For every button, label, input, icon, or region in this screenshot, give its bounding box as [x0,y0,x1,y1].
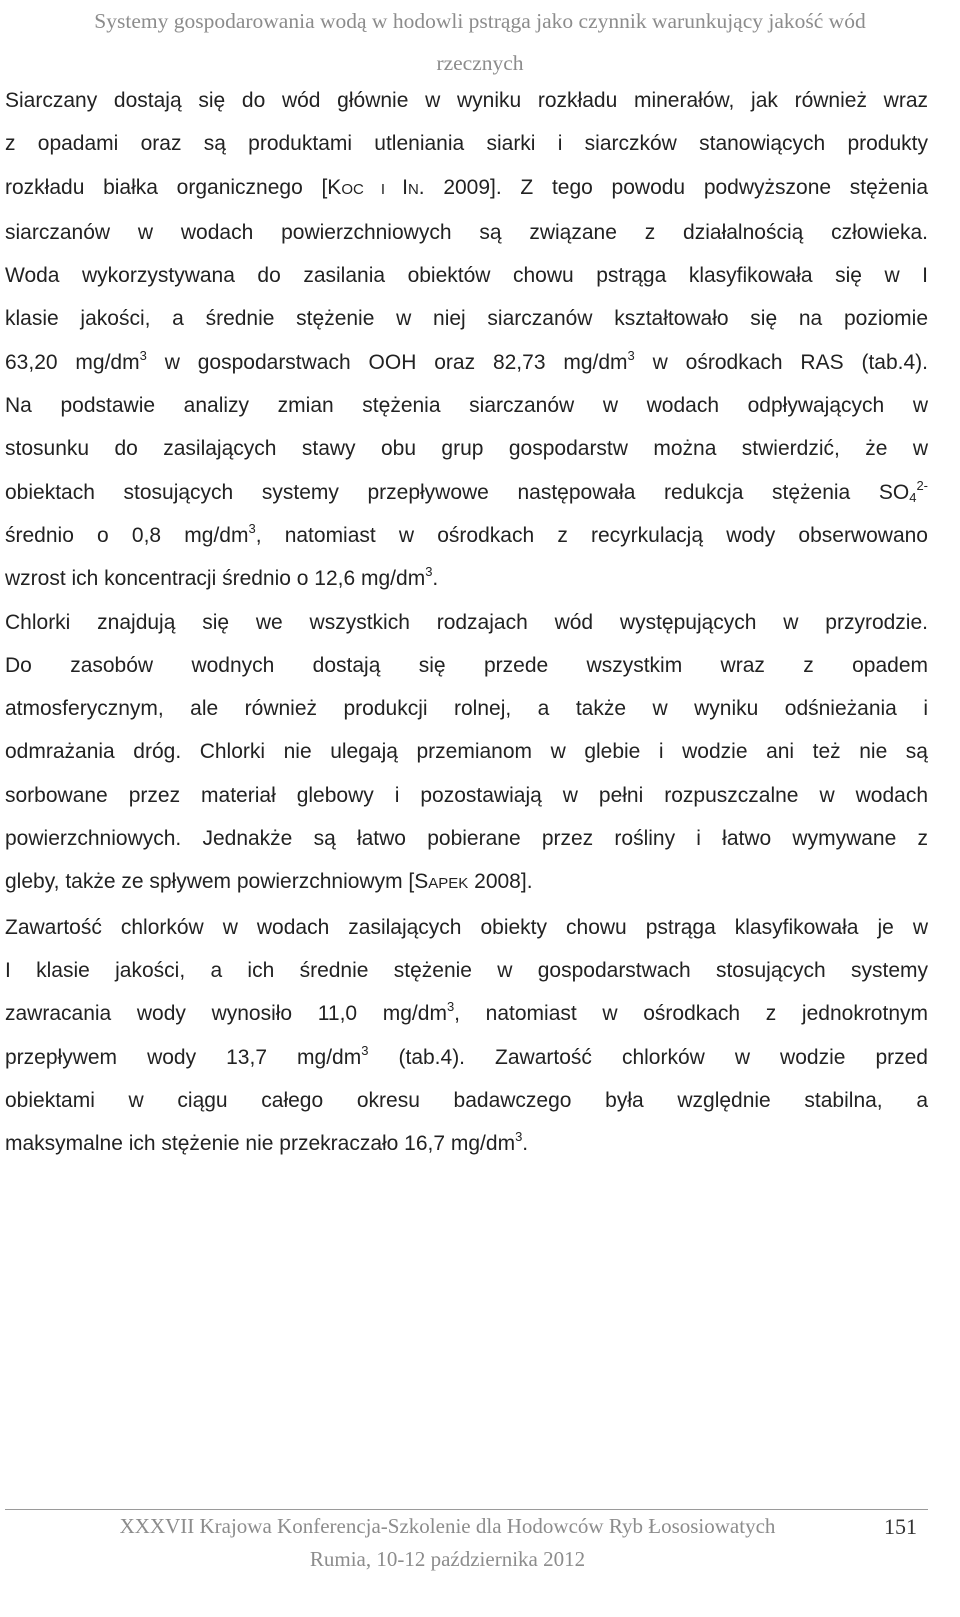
text-line: sorbowane przez materiał glebowy i pozostawiają w pełni rozpuszczalne w wodach [5,783,928,807]
text-line: średnio o 0,8 $mg/dm^3$, natomiast w ośrodkach z recyrkulacją wody obserwowano [5,520,928,547]
text-line: klasie jakości, a średnie stężenie w niej siarczanów kształtowało się na poziomie [5,307,928,331]
superscript: 2- [916,477,928,493]
text-line: maksymalne ich stężenie nie przekraczało 16,7 $mg/dm^3$. [5,1129,529,1156]
superscript: 3 [627,347,635,363]
text-line: odmrażania dróg. Chlorki nie ulegają przemianom w glebie i wodzie ani też nie są [5,740,928,764]
running-header [0,0,960,84]
text-line: obiektach stosujących systemy przepływowe następowała redukcja stężenia $SO_4^{2-}$ [5,477,928,505]
text-line: gleby, także ze spływem powierzchniowym [SAPEK 2008]. [5,870,533,894]
text-line: Chlorki znajdują się we wszystkich rodzajach wód występujących w przyrodzie. [5,610,928,634]
text-line: z opadami oraz są produktami utleniania siarki i siarczków stanowiących produkty [5,132,928,156]
text-line: Woda wykorzystywana do zasilania obiektów chowu pstrąga klasyfikowała się w I [5,264,928,288]
paragraph-sulfates [5,79,928,601]
text-line: Siarczany dostają się do wód głównie w wyniku rozkładu minerałów, jak również wraz [5,89,928,112]
text-line: przepływem wody 13,7 $mg/dm^3$ (tab.4). Zawartość chlorków w wodzie przed [5,1042,928,1069]
text-line: atmosferycznym, ale również produkcji rolnej, a także w wyniku odśnieżania i [5,697,928,721]
superscript: 3 [139,347,147,363]
text-line: obiektami w ciągu całego okresu badawczego była względnie stabilna, a [5,1088,928,1112]
subscript: 4 [909,489,917,505]
citation-smallcaps: OC I [341,180,403,198]
body-text [5,79,928,1165]
text-line: 63,20 $mg/dm^3$ w gospodarstwach OOH oraz 82,73 $mg/dm^3$ w ośrodkach RAS (tab.4). [5,347,928,374]
text-line: stosunku do zasilających stawy obu grup gospodarstw można stwierdzić, że w [5,437,928,461]
text-line: zawracania wody wynosiło 11,0 $mg/dm^3$, natomiast w ośrodkach z jednokrotnym [5,999,928,1026]
superscript: 3 [425,564,433,580]
citation-smallcaps: N [407,180,419,198]
footer-location: Rumia, 10-12 października 2012 [309,1547,586,1571]
text-line: I klasie jakości, a ich średnie stężenie w gospodarstwach stosujących systemy [5,958,928,982]
text-line: wzrost ich koncentracji średnio o 12,6 $mg/dm^3$. [5,564,439,591]
text-line: siarczanów w wodach powierzchniowych są związane z działalnością człowieka. [5,220,928,244]
page-number: 151 [884,1514,917,1539]
superscript: 3 [446,999,455,1015]
text-line: Na podstawie analizy zmian stężenia siarczanów w wodach odpływających w [5,394,928,418]
citation-smallcaps: APEK [428,875,469,893]
text-line: powierzchniowych. Jednakże są łatwo pobierane przez rośliny i łatwo wymywane z [5,827,928,851]
header-title-line-2: rzecznych [436,51,524,75]
text-line: Do zasobów wodnych dostają się przede wszystkim wraz z opadem [5,653,928,677]
text-line: rozkładu białka organicznego [KOC I IN. 2009]. Z tego powodu podwyższone stężenia [5,175,928,199]
superscript: 3 [361,1042,369,1058]
footer-conference: XXXVII Krajowa Konferencja-Szkolenie dla Hodowców Ryb Łososiowatych [119,1514,776,1538]
header-title-line-1: Systemy gospodarowania wodą w hodowli pstrąga jako czynnik warunkujący jakość wód [94,9,866,33]
superscript: 3 [515,1129,523,1145]
text-line: Zawartość chlorków w wodach zasilających obiekty chowu pstrąga klasyfikowała je w [5,915,928,939]
superscript: 3 [248,520,256,536]
paragraph-chlorides [5,601,928,906]
paragraph-chloride-content [5,906,928,1166]
